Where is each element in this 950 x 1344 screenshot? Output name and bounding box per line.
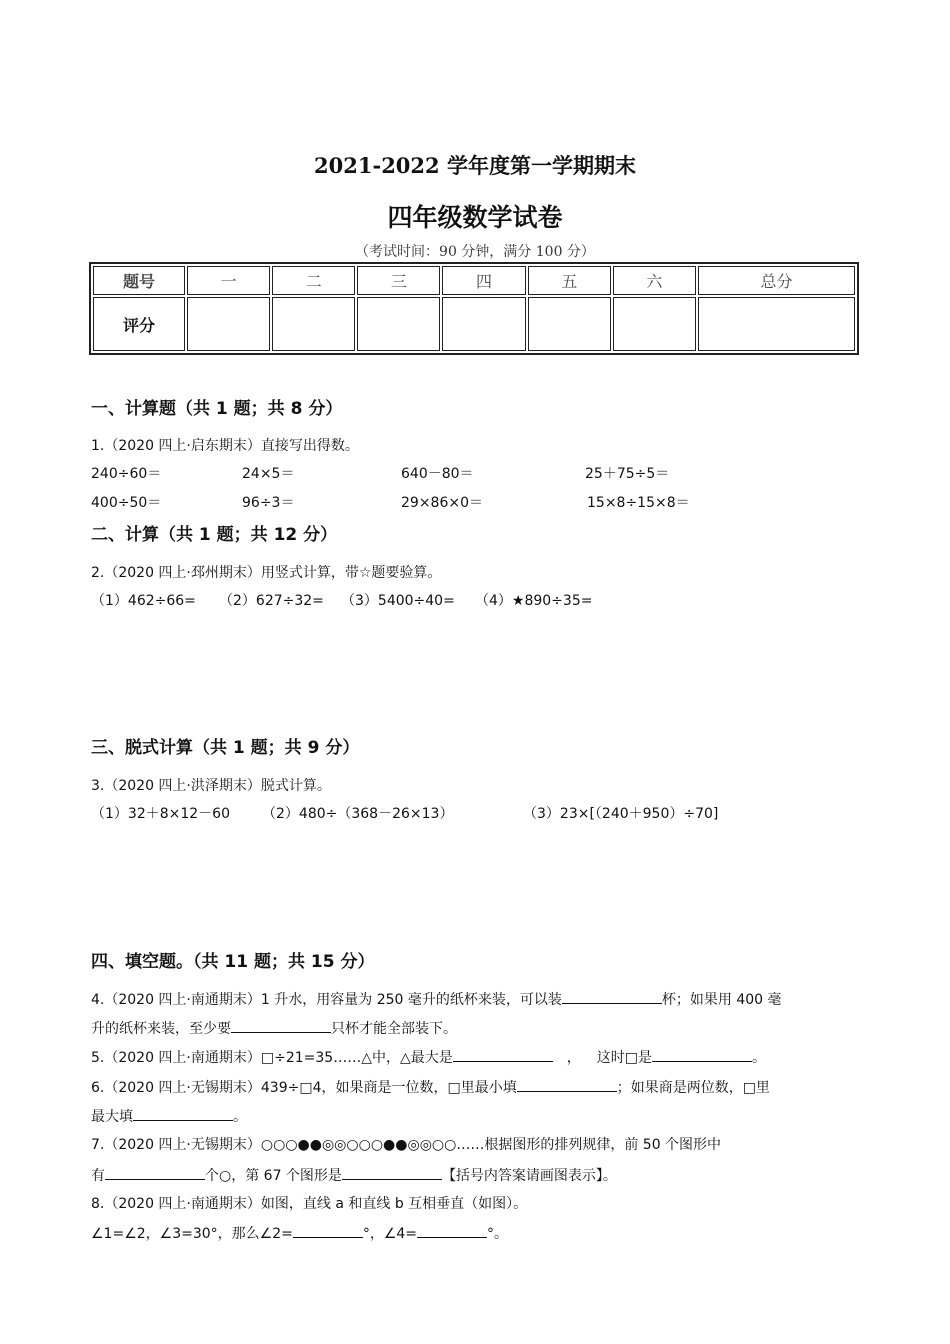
score-cell[interactable] bbox=[613, 297, 696, 351]
answer-blank[interactable] bbox=[517, 1076, 617, 1092]
score-cell[interactable] bbox=[187, 297, 270, 351]
section-4-title: 四、填空题。（共 11 题；共 15 分） bbox=[91, 952, 375, 972]
score-col-6: 六 bbox=[613, 266, 696, 295]
question-5 bbox=[91, 1046, 766, 1067]
calc-item: 240÷60＝ bbox=[91, 466, 162, 482]
answer-blank[interactable] bbox=[652, 1046, 752, 1062]
calc-item: （3）5400÷40= bbox=[341, 593, 455, 609]
q5-text: ， bbox=[566, 1050, 581, 1066]
score-row-label-number: 题号 bbox=[93, 266, 185, 295]
answer-blank[interactable] bbox=[133, 1105, 233, 1121]
exam-note: （考试时间：90 分钟，满分 100 分） bbox=[355, 244, 595, 260]
calc-item: 25＋75÷5＝ bbox=[585, 466, 670, 482]
score-row-label-score: 评分 bbox=[93, 297, 185, 351]
score-cell[interactable] bbox=[357, 297, 440, 351]
question-7-line-2 bbox=[91, 1164, 617, 1185]
question-6-line-1 bbox=[91, 1076, 770, 1097]
score-table bbox=[89, 262, 859, 355]
question-7-line-1: 7.（2020 四上·无锡期末）○○○●●◎◎○○○●●◎◎○○……根据图形的排列规律，前 50 个图形中 bbox=[91, 1137, 722, 1153]
answer-blank[interactable] bbox=[105, 1164, 205, 1180]
question-2: 2.（2020 四上·邳州期末）用竖式计算，带☆题要验算。 bbox=[91, 565, 442, 581]
q5-text: 这时□是 bbox=[596, 1050, 652, 1066]
q7-text: 有 bbox=[91, 1168, 105, 1184]
score-col-3: 三 bbox=[357, 266, 440, 295]
score-cell[interactable] bbox=[528, 297, 611, 351]
q6-text: 最大填 bbox=[91, 1109, 133, 1125]
q6-text: 6.（2020 四上·无锡期末）439÷□4，如果商是一位数，□里最小填 bbox=[91, 1080, 517, 1096]
question-8-line-1: 8.（2020 四上·南通期末）如图，直线 a 和直线 b 互相垂直（如图）。 bbox=[91, 1196, 528, 1212]
question-4-line-2 bbox=[91, 1017, 457, 1038]
calc-item: 640－80＝ bbox=[401, 466, 474, 482]
score-col-total: 总分 bbox=[698, 266, 855, 295]
calc-item: （3）23×[（240＋950）÷70] bbox=[523, 806, 719, 822]
answer-blank[interactable] bbox=[342, 1164, 442, 1180]
score-cell[interactable] bbox=[698, 297, 855, 351]
answer-blank[interactable] bbox=[453, 1046, 553, 1062]
q7-text: 【括号内答案请画图表示】。 bbox=[441, 1168, 617, 1184]
calc-item: 15×8÷15×8＝ bbox=[587, 495, 690, 511]
q4-text: 升的纸杯来装，至少要 bbox=[91, 1021, 231, 1037]
section-3-title: 三、脱式计算（共 1 题；共 9 分） bbox=[91, 738, 360, 758]
q6-text: ；如果商是两位数，□里 bbox=[616, 1080, 770, 1096]
calc-item: 400÷50＝ bbox=[91, 495, 162, 511]
score-col-4: 四 bbox=[442, 266, 525, 295]
answer-blank[interactable] bbox=[231, 1017, 331, 1033]
calc-item: 96÷3＝ bbox=[242, 495, 295, 511]
answer-blank[interactable] bbox=[417, 1222, 487, 1238]
score-cell[interactable] bbox=[442, 297, 525, 351]
q7-text: 个○，第 67 个图形是 bbox=[205, 1168, 342, 1184]
calc-item: 29×86×0＝ bbox=[401, 495, 483, 511]
exam-title: 2021-2022 学年度第一学期期末 bbox=[314, 153, 636, 178]
q6-text: 。 bbox=[233, 1109, 247, 1125]
q8-text: ∠1=∠2，∠3=30°，那么∠2= bbox=[91, 1226, 293, 1242]
question-8-line-2 bbox=[91, 1222, 508, 1243]
calc-item: （1）462÷66= bbox=[91, 593, 196, 609]
answer-blank[interactable] bbox=[293, 1222, 363, 1238]
q4-text: 杯；如果用 400 毫 bbox=[661, 992, 782, 1008]
calc-item: 24×5＝ bbox=[242, 466, 295, 482]
q8-text: °，∠4= bbox=[362, 1226, 418, 1242]
answer-blank[interactable] bbox=[562, 988, 662, 1004]
calc-item: （1）32＋8×12－60 bbox=[91, 806, 230, 822]
exam-subtitle: 四年级数学试卷 bbox=[387, 203, 563, 232]
q5-text: 。 bbox=[751, 1050, 766, 1066]
score-col-2: 二 bbox=[272, 266, 355, 295]
q8-text: °。 bbox=[487, 1226, 509, 1242]
q5-text: 5.（2020 四上·南通期末）□÷21=35……△中，△最大是 bbox=[91, 1050, 453, 1066]
score-col-5: 五 bbox=[528, 266, 611, 295]
calc-item: （2）627÷32= bbox=[219, 593, 324, 609]
question-1: 1.（2020 四上·启东期末）直接写出得数。 bbox=[91, 438, 359, 454]
score-cell[interactable] bbox=[272, 297, 355, 351]
q4-text: 只杯才能全部装下。 bbox=[331, 1021, 457, 1037]
calc-item: （2）480÷（368－26×13） bbox=[262, 806, 454, 822]
section-2-title: 二、计算（共 1 题；共 12 分） bbox=[91, 525, 338, 545]
calc-item: （4）★890÷35= bbox=[475, 593, 593, 609]
q4-text: 4.（2020 四上·南通期末）1 升水，用容量为 250 毫升的纸杯来装，可以装 bbox=[91, 992, 562, 1008]
question-3: 3.（2020 四上·洪泽期末）脱式计算。 bbox=[91, 778, 331, 794]
section-1-title: 一、计算题（共 1 题；共 8 分） bbox=[91, 399, 343, 419]
question-6-line-2 bbox=[91, 1105, 247, 1126]
score-col-1: 一 bbox=[187, 266, 270, 295]
question-4-line-1 bbox=[91, 988, 782, 1009]
